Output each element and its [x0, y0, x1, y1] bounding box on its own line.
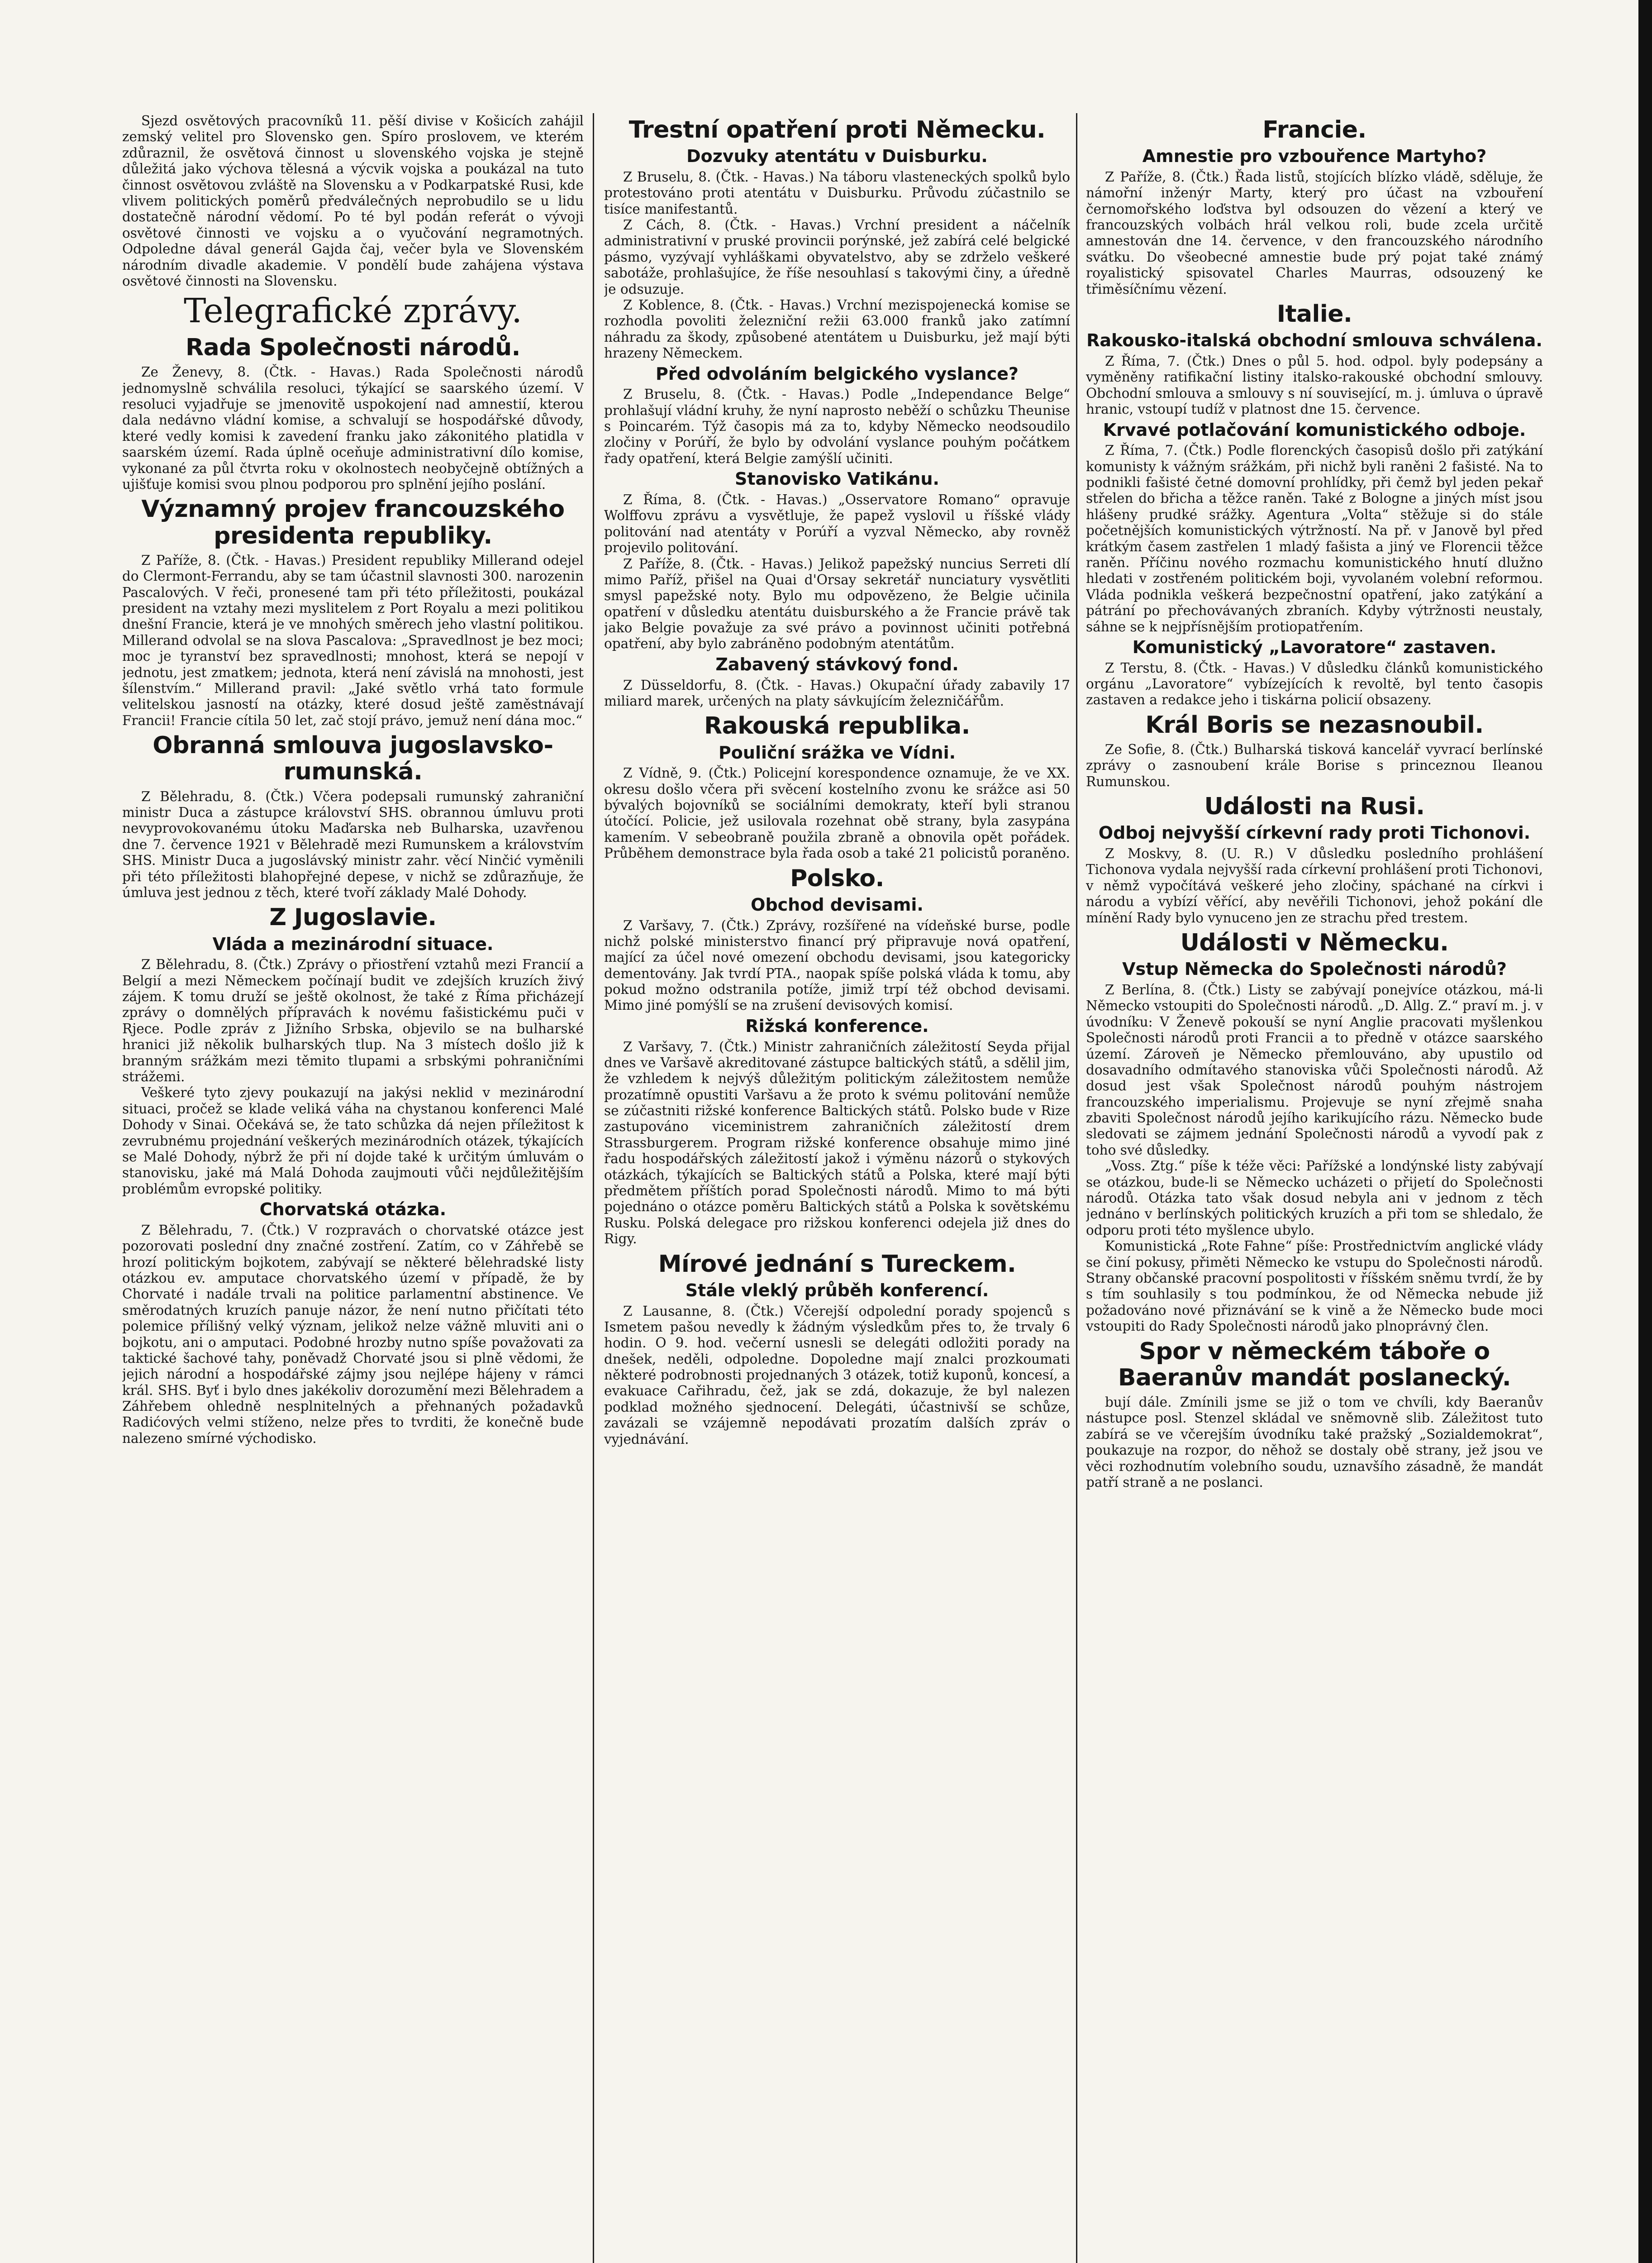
article-paragraph: Z Paříže, 8. (Čtk.) Řada listů, stojících blízko vládě, sděluje, že námořní inženýr Marty, který pro účast na vzbouření černomořského loďstva byl odsouzen do vězení a který ve francouzských volbách hrál velkou roli, bude zcela určitě amnestován dne 14. července, v den francouzského národního svátku. Do všeobecné amnestie bude prý pojat také známý royalistický spisovatel Charles Maurras, odsouzený ke třiměsíčnímu vězení.: [1086, 169, 1543, 297]
article-headline: Z Jugoslavie.: [269, 904, 437, 931]
article-paragraph: Z Lausanne, 8. (Čtk.) Včerejší odpolední porady spojenců s Ismetem pašou nevedly k žádným výsledkům přes to, že trvaly 6 hodin. O 9. hod. večerní usnesli se delegáti odložiti porady na dnešek, neděli, odpoledne. Dopoledne mají znalci prozkoumati některé podrobnosti projednaných 3 otázek, totiž kuponů, koncesí, a evakuace Cařihradu, čež, jak se zdá, dokazuje, že byl nalezen podklad možného sjednocení. Delegáti, účastnivší se schůze, zavázali se vzájemně nepodávati prozatím dalších zpráv o vyjednávání.: [604, 1303, 1070, 1447]
article-headline: Trestní opatření proti Německu.: [628, 116, 1046, 143]
article-headline: Král Boris se nezasnoubil.: [1145, 711, 1484, 739]
article-paragraph: Z Paříže, 8. (Čtk. - Havas.) Jelikož papežský nuncius Serreti dlí mimo Paříž, přišel na Quai d'Orsay sekretář nunciatury vysvětliti smysl papežské noty. Bylo mu odpovězeno, že Belgie učinila opatření v důsledku atentátu duisburského a že Francie právě tak jako Belgie považuje za své právo a povinnost učiniti potřebná opatření, aby bylo zabráněno podobným atentátům.: [604, 556, 1070, 652]
article-paragraph: Z Bruselu, 8. (Čtk. - Havas.) Na táboru vlasteneckých spolků bylo protestováno proti atentátu v Duisburku. Průvodu zúčastnilo se tisíce manifestantů.: [604, 169, 1070, 217]
article-headline: Polsko.: [790, 864, 884, 892]
column-rule: [593, 113, 594, 2263]
article-subheadline: Krvavé potlačování komunistického odboje.: [1103, 420, 1526, 440]
article-subheadline: Amnestie pro vzbouřence Martyho?: [1142, 146, 1487, 167]
article-paragraph: Z Düsseldorfu, 8. (Čtk. - Havas.) Okupační úřady zabavily 17 miliard marek, určených na platy sávkujícím železničářům.: [604, 677, 1070, 709]
article-paragraph: Z Varšavy, 7. (Čtk.) Zprávy, rozšířené na vídeňské burse, podle nichž polské ministerstvo financí prý připravuje nová opatření, mající za účel nové omezení obchodu devisami, jsou kategoricky dementovány. Jak tvrdí PTA., naopak spíše polská vláda k tomu, aby pokud možno odstranila potíže, jimiž trpí též obchod devisami. Mimo jiné pomýšlí se na zrušení devisových komisí.: [604, 917, 1070, 1013]
column-1: [122, 113, 584, 2263]
article-subheadline: Zabavený stávkový fond.: [715, 654, 959, 674]
article-paragraph: Ze Sofie, 8. (Čtk.) Bulharská tisková kancelář vyvrací berlínské zprávy o zasnoubení krále Borise s princeznou Ileanou Rumunskou.: [1086, 742, 1543, 789]
article-paragraph: Veškeré tyto zjevy poukazují na jakýsi neklid v mezinárodní situaci, pročež se klade veliká váha na chystanou konferenci Malé Dohody v Sinai. Očekává se, že tato schůzka dá nejen příležitost k zevrubnému projednání veškerých mezinárodních otázek, týkajících se Malé Dohody, nýbrž že při ní dojde také k určitým úmluvám o stanovisku, jaké má Malá Dohoda zaujmouti vůči nejdůležitějším problémům evropské politiky.: [122, 1085, 584, 1197]
article-subheadline: Stanovisko Vatikánu.: [735, 469, 939, 489]
article-headline: Obranná smlouva jugoslavsko-rumunská.: [152, 732, 553, 786]
article-subheadline: Chorvatská otázka.: [259, 1199, 447, 1220]
column-3: [1086, 113, 1543, 2263]
article-headline: Rakouská republika.: [704, 712, 970, 740]
article-paragraph: bují dále. Zmínili jsme se již o tom ve chvíli, kdy Baeranův nástupce posl. Stenzel skládal ve sněmovně slib. Záležitost tuto zabírá se ve včerejším úvodníku také pražský „Sozialdemokrat“, poukazuje na rozpor, do něhož se dostaly obě strany, jež jsou ve věci rozhodnutím volebního soudu, uznavšího zásadně, že mandát patří straně a ne poslanci.: [1086, 1394, 1543, 1490]
article-headline: Události na Rusi.: [1204, 793, 1425, 821]
article-headline: Francie.: [1262, 116, 1366, 143]
article-paragraph: Z Cách, 8. (Čtk. - Havas.) Vrchní president a náčelník administrativní v pruské provincii porýnské, jež zabírá celé belgické pásmo, vyzývají vyhláškami obyvatelstvo, aby se zdrželo veškeré sabotáže, prohlašujíce, že říše nesouhlasí s takovými činy, a úředně je odsuzuje.: [604, 217, 1070, 297]
article-paragraph: Z Varšavy, 7. (Čtk.) Ministr zahraničních záležitostí Seyda přijal dnes ve Varšavě akreditované zástupce baltických států, a sdělil jim, že vzhledem k nejvýš důležitým politickým záležitostem nemůže prozatímně opustiti Varšavu a že proto k svému politování nemůže se zúčastniti rižské konference Baltických států. Polsko bude v Rize zastupováno viceministrem zahraničních záležitostí drem Strassburgerem. Program rižské konference obsahuje mimo jiné řadu hospodářských záležitostí jakož i výměnu názorů o stykových otázkách, týkajících se Baltických států a Polska, které mají býti předmětem příštích porad Společnosti národů. Mimo to má býti pojednáno o otázce poměru Baltických států a Polska k sovětskému Rusku. Polská delegace pro rižskou konferenci odejela již dnes do Rigy.: [604, 1039, 1070, 1247]
column-rule: [1076, 113, 1077, 2263]
article-headline: Významný projev francouzského presidenta republiky.: [141, 496, 565, 549]
article-headline: Spor v německém táboře o Baeranův mandát poslanecký.: [1118, 1337, 1511, 1391]
article-subheadline: Stále vleklý průběh konferencí.: [685, 1280, 989, 1300]
article-paragraph: Z Bělehradu, 7. (Čtk.) V rozpravách o chorvatské otázce jest pozorovati poslední dny značné zostření. Zatím, co v Záhřebě se hrozí politickým bojkotem, zabývají se některé bělehradské listy otázkou ev. amputace chorvatského území v případě, že by Chorvaté i nadále trvali na politice parlamentní abstinence. Ve směrodatných kruzích panuje názor, že není nutno přičítati této polemice přílišný velký význam, jelikož nelze vážně mluviti ani o bojkotu, ani o amputaci. Podobné hrozby nutno spíše považovati za taktické šachové tahy, poněvadž Chorvaté jsou si plně vědomi, že jejich národní a hospodářské zájmy jsou nejlépe hájeny v rámci král. SHS. Byť i bylo dnes jakékoliv dorozumění mezi Bělehradem a Záhřebem ohledně nesplnitelných a přehnaných požadavků Radićových velmi stíženo, nelze přes to tvrditi, že konečně bude nalezeno smírné východisko.: [122, 1222, 584, 1446]
section-heading: Telegrafické zprávy.: [184, 291, 522, 331]
article-subheadline: Před odvoláním belgického vyslance?: [656, 363, 1019, 384]
article-paragraph: Z Říma, 8. (Čtk. - Havas.) „Osservatore Romano“ opravuje Wolffovu zprávu a vysvětluje, že papež vyslovil u říšské vlády politování nad atentáty v Porúří a vyzval Německo, aby rovněž projevilo politování.: [604, 492, 1070, 556]
article-subheadline: Dozvuky atentátu v Duisburku.: [686, 146, 988, 167]
article-headline: Rada Společnosti národů.: [186, 334, 520, 361]
article-paragraph: Sjezd osvětových pracovníků 11. pěší divise v Košicích zahájil zemský velitel pro Slovensko gen. Spíro proslovem, ve kterém zdůraznil, že osvětová činnost u slovenského vojska je stejně důležitá jako výchova tělesná a výcvik vojska a poukázal na tuto činnost osvětovou zvláště na Slovensku a v Podkarpatské Rusi, kde vlivem politických poměrů předválečných neprobudilo se u lidu dostatečně národní vědomí. Po té byl podán referát o vývoji osvětové činnosti ve vojsku a o vyučování negramotných. Odpoledne dával generál Gajda čaj, večer byla ve Slovenském národním divadle akademie. V pondělí bude zahájena výstava osvětové činnosti na Slovensku.: [122, 113, 584, 289]
column-2: [604, 113, 1070, 2263]
article-paragraph: Z Berlína, 8. (Čtk.) Listy se zabývají ponejvíce otázkou, má-li Německo vstoupiti do Společnosti národů. „D. Allg. Z.“ praví m. j. v úvodníku: V Ženevě pokouší se nyní Anglie pracovati myšlenkou Společnosti národů proti Francii a to předně v otázce saarského území. Zároveň je Německo přemlouváno, aby upustilo od dosavadního odmítavého stanoviska vůči Společnosti národů. Až dosud jest však Společnost národů pouhým nástrojem francouzského imperialismu. Projevuje se nyní zřejmě snaha zbaviti Společnost národů jejího karikujícího rázu. Německo bude sledovati se zájmem jednání Společnosti národů a vyvodí pak z toho své důsledky.: [1086, 982, 1543, 1158]
page-spine-edge: [1638, 0, 1652, 2263]
article-paragraph: Z Terstu, 8. (Čtk. - Havas.) V důsledku článků komunistického orgánu „Lavoratore“ vybízejících k revoltě, byl tento časopis zastaven a redakce jeho i tiskárna policií obsazeny.: [1086, 660, 1543, 708]
article-subheadline: Obchod devisami.: [751, 894, 924, 915]
article-subheadline: Pouliční srážka ve Vídni.: [718, 742, 956, 763]
article-paragraph: Ze Ženevy, 8. (Čtk. - Havas.) Rada Společnosti národů jednomyslně schválila resoluci, týkající se saarského území. V resoluci vyjadřuje se jmenovitě uspokojení nad amnestií, kterou dala nedávno vládní komise, a schvalují se hospodářské důvody, které vedly komisi k zavedení franku jako zákonitého platidla v saarském území. Rada úplně oceňuje administrativní dílo komise, vykonané za půl čtvrta roku v okolnostech neobyčejně obtížných a ujišťuje komisi svou plnou podporou pro splnění jejího poslání.: [122, 364, 584, 492]
article-subheadline: Komunistický „Lavoratore“ zastaven.: [1132, 637, 1497, 657]
article-paragraph: Z Paříže, 8. (Čtk. - Havas.) President republiky Millerand odejel do Clermont-Ferrandu, aby se tam účastnil slavnosti 300. narozenin Pascalových. V řeči, pronesené tam při této příležitosti, poukázal president na vztahy mezi myslitelem z Port Royalu a mezi politikou dnešní Francie, která je ve mnohých směrech jeho vlastní politikou. Millerand odvolal se na slova Pascalova: „Spravedlnost je bez moci; moc je tyranství bez spravedlnosti; mnohost, která se nepojí v jednotu, jest zmatkem; jednota, která není závislá na mnohosti, jest šílenstvím.“ Millerand pravil: „Jaké světlo vrhá tato formule velitelskou jasností na otázky, které dosud ještě zaměstnávají Francii! Francie cítila 50 let, zač stojí právo, jemuž není dána moc.“: [122, 552, 584, 728]
article-headline: Mírové jednání s Tureckem.: [658, 1250, 1016, 1278]
article-subheadline: Odboj nejvyšší církevní rady proti Tichonovi.: [1098, 823, 1531, 843]
article-paragraph: „Voss. Ztg.“ píše k téže věci: Pařížské a londýnské listy zabývají se otázkou, bude-li se Německo ucházeti o přijetí do Společnosti národů. Otázka tato však dosud nebyla ani v jednom z těch jednáno v berlínských politických kruzích a při tom se shledalo, že odporu proti této myšlence ubylo.: [1086, 1158, 1543, 1238]
article-paragraph: Z Říma, 7. (Čtk.) Dnes o půl 5. hod. odpol. byly podepsány a vyměněny ratifikační listiny italsko-rakouské obchodní smlouvy. Obchodní smlouva a smlouvy s ní související, m. j. úmluva o úpravě hranic, vstoupí tudíž v platnost dne 15. července.: [1086, 353, 1543, 417]
article-subheadline: Rižská konference.: [745, 1016, 929, 1036]
article-paragraph: Z Říma, 7. (Čtk.) Podle florenckých časopisů došlo při zatýkání komunisty k vážným srážkám, při nichž byli raněni 2 fašisté. Na to podnikli fašisté četné domovní prohlídky, při čemž byl jeden pekař střelen do břicha a těžce raněn. Také z Bologne a jiných míst jsou hlášeny prudké srážky. Agentura „Volta“ stěžuje si do stále početnějších komunistických výtržností. Na př. v Janově byl před krátkým časem zastřelen 1 mladý fašista a jiný ve Florencii těžce raněn. Příčinu nového rozmachu komunistického hnutí dlužno hledati v zostřeném politickém boji, vyvolaném volební reformou. Vláda podnikla veškerá bezpečnostní opatření, jako zatýkání a pátrání po přechovávaných zbraních. Kdyby výtržnosti neustaly, sáhne se k nejpřísnějším protiopatřením.: [1086, 443, 1543, 635]
article-paragraph: Z Bělehradu, 8. (Čtk.) Včera podepsali rumunský zahraniční ministr Duca a zástupce království SHS. obrannou úmluvu proti nevyprovokovanému útoku Maďarska neb Bulharska, uzavřenou dne 7. července 1921 v Bělehradě mezi Rumunskem a královstvím SHS. Ministr Duca a jugoslávský ministr zahr. věcí Ninčić vyměnili při této příležitosti blahopřejné depese, v nichž se zdůrazňuje, že úmluva jest jednou z těch, které tvoří základy Malé Dohody.: [122, 788, 584, 900]
article-paragraph: Komunistická „Rote Fahne“ píše: Prostřednictvím anglické vlády se činí pokusy, přiměti Německo ke vstupu do Společnosti národů. Strany občanské pracovní pospolitosti v říšském sněmu tvrdí, že by s tím souhlasily s tou podmínkou, že od Německa nebude již požadováno nové přiznávání se k vině a že Německo bude moci vstoupiti do Rady Společnosti národů jako plnoprávný člen.: [1086, 1238, 1543, 1334]
article-paragraph: Z Vídně, 9. (Čtk.) Policejní korespondence oznamuje, že ve XX. okresu došlo včera při svěcení kostelního zvonu ke srážce asi 50 bývalých bojovníků se sociálními demokraty, kteří byli stranou útočící. Policie, jež usilovala rozehnat obě strany, byla zasypána kamením. V sebeobraně použila zbraně a obnovila opět pořádek. Průběhem demonstrace byla řada osob a také 21 policistů poraněno.: [604, 765, 1070, 861]
article-headline: Italie.: [1276, 301, 1352, 328]
article-subheadline: Vláda a mezinárodní situace.: [212, 934, 494, 954]
article-paragraph: Z Moskvy, 8. (U. R.) V důsledku posledního prohlášení Tichonova vydala nejvyšší rada církevní prohlášení proti Tichonovi, v němž vypočítává veškeré jeho zločiny, spáchané na církvi i národu a vybízí věřící, aby nevěřili Tichonovi, jehož pokání dle mínění Rady bylo vynuceno jen ze strachu před trestem.: [1086, 846, 1543, 926]
article-subheadline: Rakousko-italská obchodní smlouva schválena.: [1086, 330, 1543, 351]
article-paragraph: Z Bělehradu, 8. (Čtk.) Zprávy o přiostření vztahů mezi Francií a Belgií a mezi Německem počínají budit ve zdejších kruzích živý zájem. K tomu druží se ještě okolnost, že také z Říma přicházejí zprávy o domnělých přípravách k novému fašistickému puči v Rjece. Podle zpráv z Jižního Srbska, objevilo se na bulharské hranici již několik bulharských tlup. Na 3 místech došlo již k branným srážkám mezi těmito tlupami a srbskými pohraničními strážemi.: [122, 957, 584, 1084]
article-subheadline: Vstup Německa do Společnosti národů?: [1122, 959, 1507, 979]
article-paragraph: Z Koblence, 8. (Čtk. - Havas.) Vrchní mezispojenecká komise se rozhodla povoliti železniční režii 63.000 franků jako zatímní náhradu za škody, způsobené atentátem u Duisburku, jež mají býti hrazeny Německem.: [604, 297, 1070, 361]
article-headline: Události v Německu.: [1180, 929, 1449, 957]
article-paragraph: Z Bruselu, 8. (Čtk. - Havas.) Podle „Independance Belge“ prohlašují vládní kruhy, že nyní naprosto neběží o schůzku Theunise s Poincarém. Týž časopis má za to, kdyby Německo neodsoudilo zločiny v Porúří, že bylo by odvolání vyslance pouhým počátkem řady opatření, která Belgie zamýšlí učiniti.: [604, 387, 1070, 466]
